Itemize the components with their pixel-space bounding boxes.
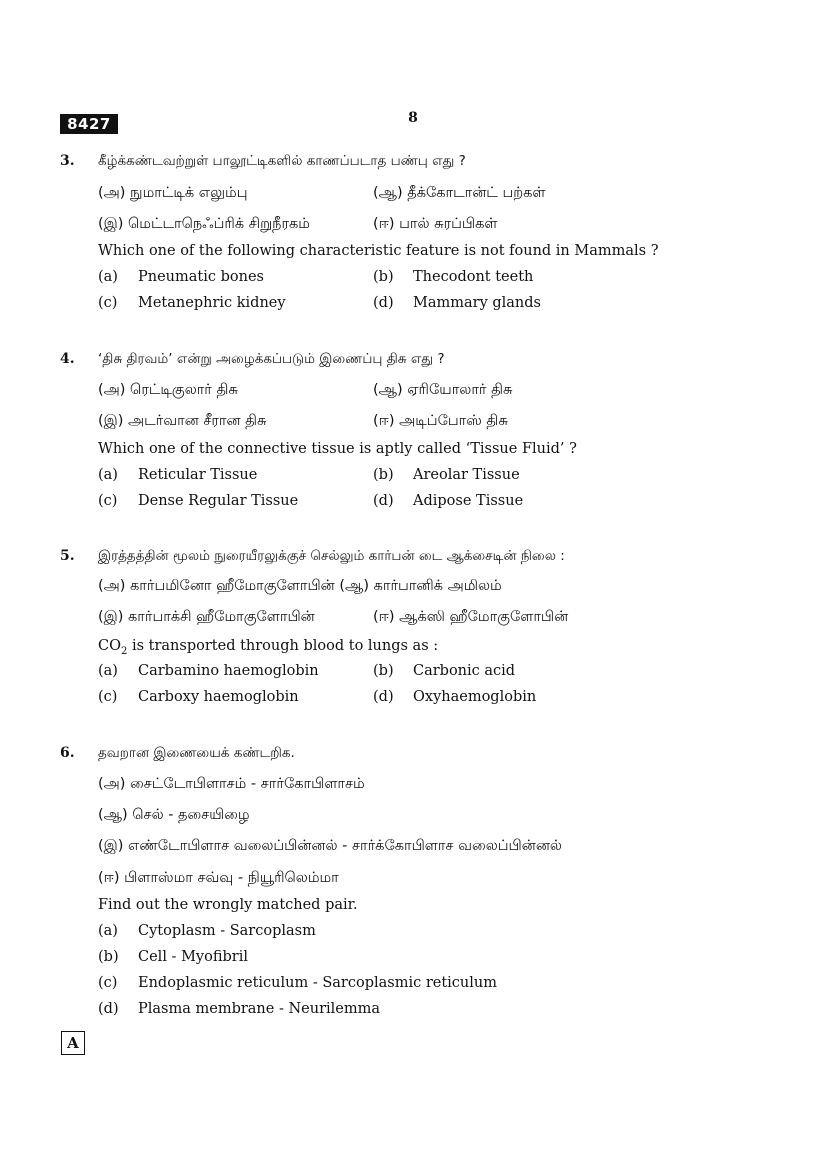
english-question: Find out the wrongly matched pair. xyxy=(98,897,358,913)
tamil-option-b: (ஆ) ஏரியோலார் திசு xyxy=(373,382,513,398)
co2-subscript: 2 xyxy=(120,645,128,657)
paper-code-badge: 8427 xyxy=(60,114,118,134)
option-text: Thecodont teeth xyxy=(413,269,534,285)
option-text: Carbonic acid xyxy=(413,663,516,679)
question-number: 5. xyxy=(60,548,75,564)
page-number: 8 xyxy=(408,110,418,126)
option-text: Mammary glands xyxy=(413,295,541,311)
option-text: Reticular Tissue xyxy=(138,467,258,483)
tamil-question: இரத்தத்தின் மூலம் நுரையீரலுக்குச் செல்லும் கார்பன் டை ஆக்சைடின் நிலை : xyxy=(98,548,565,564)
tamil-option-d: (ஈ) பிளாஸ்மா சவ்வு - நியூரிலெம்மா xyxy=(98,870,339,886)
option-label: (d) xyxy=(373,493,394,509)
tamil-question: கீழ்க்கண்டவற்றுள் பாலூட்டிகளில் காணப்படாத பண்பு எது ? xyxy=(98,153,466,169)
english-question-rest: is transported through blood to lungs as : xyxy=(127,638,439,654)
co2-prefix: CO xyxy=(98,638,121,654)
question-number: 6. xyxy=(60,745,75,761)
option-text: Areolar Tissue xyxy=(413,467,520,483)
tamil-option-a: (அ) சைட்டோபிளாசம் - சார்கோபிளாசம் xyxy=(98,776,365,792)
option-label: (c) xyxy=(98,493,118,509)
tamil-option-b: (ஆ) தீக்கோடான்ட் பற்கள் xyxy=(373,185,546,201)
option-label: (d) xyxy=(98,1001,119,1017)
tamil-question: ‘திசு திரவம்’ என்று அழைக்கப்படும் இணைப்பு திசு எது ? xyxy=(98,351,445,367)
option-label: (d) xyxy=(373,689,394,705)
tamil-option-a-b: (அ) கார்பமினோ ஹீமோகுளோபின் (ஆ) கார்பானிக் அமிலம் xyxy=(98,578,502,594)
tamil-option-d: (ஈ) அடிப்போஸ் திசு xyxy=(373,413,508,429)
option-text: Oxyhaemoglobin xyxy=(413,689,537,705)
tamil-option-d: (ஈ) ஆக்ஸி ஹீமோகுளோபின் xyxy=(373,609,569,625)
option-label: (d) xyxy=(373,295,394,311)
tamil-option-c: (இ) அடர்வான சீரான திசு xyxy=(98,413,267,429)
option-label: (a) xyxy=(98,467,118,483)
option-text: Carbamino haemoglobin xyxy=(138,663,319,679)
option-text: Metanephric kidney xyxy=(138,295,286,311)
option-label: (c) xyxy=(98,295,118,311)
option-text: Dense Regular Tissue xyxy=(138,493,299,509)
option-text: Carboxy haemoglobin xyxy=(138,689,299,705)
option-label: (b) xyxy=(373,663,394,679)
tamil-question: தவறான இணையைக் கண்டறிக. xyxy=(98,745,295,761)
tamil-option-a: (அ) ரெட்டிகுலார் திசு xyxy=(98,382,238,398)
english-question: Which one of the connective tissue is aptly called ‘Tissue Fluid’ ? xyxy=(98,441,577,457)
option-text: Cell - Myofibril xyxy=(138,949,248,965)
tamil-option-a: (அ) நுமாட்டிக் எலும்பு xyxy=(98,185,248,201)
option-label: (c) xyxy=(98,689,118,705)
option-label: (c) xyxy=(98,975,118,991)
option-label: (b) xyxy=(98,949,119,965)
option-text: Pneumatic bones xyxy=(138,269,264,285)
question-number: 4. xyxy=(60,351,75,367)
option-text: Plasma membrane - Neurilemma xyxy=(138,1001,380,1017)
tamil-option-c: (இ) கார்பாக்சி ஹீமோகுளோபின் xyxy=(98,609,315,625)
tamil-option-b: (ஆ) செல் - தசையிழை xyxy=(98,807,250,823)
question-number: 3. xyxy=(60,153,75,169)
option-label: (b) xyxy=(373,467,394,483)
option-label: (a) xyxy=(98,663,118,679)
english-question xyxy=(98,635,438,663)
option-text: Endoplasmic reticulum - Sarcoplasmic reticulum xyxy=(138,975,497,991)
option-label: (b) xyxy=(373,269,394,285)
tamil-option-c: (இ) எண்டோபிளாச வலைப்பின்னல் - சார்க்கோபிளாச வலைப்பின்னல் xyxy=(98,838,562,854)
option-text: Cytoplasm - Sarcoplasm xyxy=(138,923,316,939)
option-text: Adipose Tissue xyxy=(413,493,524,509)
tamil-option-d: (ஈ) பால் சுரப்பிகள் xyxy=(373,216,498,232)
series-box: A xyxy=(61,1031,85,1055)
option-label: (a) xyxy=(98,269,118,285)
english-question: Which one of the following characteristic feature is not found in Mammals ? xyxy=(98,243,659,259)
tamil-option-c: (இ) மெட்டாநெஃப்ரிக் சிறுநீரகம் xyxy=(98,216,310,232)
option-label: (a) xyxy=(98,923,118,939)
